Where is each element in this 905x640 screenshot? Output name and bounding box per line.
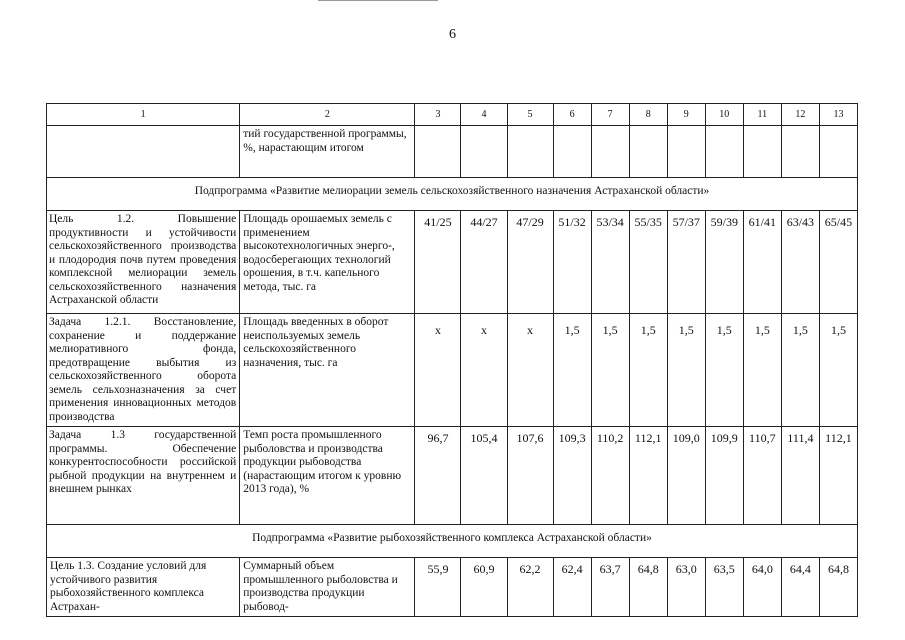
header-row xyxy=(47,104,858,126)
row-name-cell xyxy=(47,126,240,178)
column-number: 3 xyxy=(415,104,461,126)
value-cell: 65/45 xyxy=(819,211,857,314)
value-cell: 44/27 xyxy=(461,211,507,314)
value-cell: 60,9 xyxy=(461,558,507,617)
column-number: 13 xyxy=(819,104,857,126)
indicator-cell: Темп роста промышленного рыболовства и производства продукции рыбоводства (нарастающим итогом к уровню 2013 года), % xyxy=(240,427,415,525)
indicators-table xyxy=(46,103,858,617)
column-number: 7 xyxy=(591,104,629,126)
value-cell: 63,0 xyxy=(667,558,705,617)
column-number: 12 xyxy=(781,104,819,126)
value-cell: 59/39 xyxy=(705,211,743,314)
value-cell: 112,1 xyxy=(629,427,667,525)
value-cell: 41/25 xyxy=(415,211,461,314)
column-number: 8 xyxy=(629,104,667,126)
column-number: 9 xyxy=(667,104,705,126)
top-edge-mark xyxy=(318,0,438,4)
row-name-cell: Цель 1.2. Повышение продуктивности и устойчивости сельскохозяйственного производства и плодородия почв путем проведения комплексной мелиорации земель сельскохозяйственного назначения Астраханской области xyxy=(47,211,240,314)
value-cell: 112,1 xyxy=(819,427,857,525)
row-name-cell: Цель 1.3. Создание условий для устойчивого развития рыбохозяйственного комплекса Астрахан- xyxy=(47,558,240,617)
value-cell: 1,5 xyxy=(819,314,857,427)
value-cell: 64,4 xyxy=(781,558,819,617)
subprogram-title: Подпрограмма «Развитие мелиорации земель сельскохозяйственного назначения Астраханской области» xyxy=(47,178,858,211)
column-number: 1 xyxy=(47,104,240,126)
subprogram-row xyxy=(47,178,858,211)
value-cell: x xyxy=(507,314,553,427)
indicator-cell: Площадь введенных в оборот неиспользуемых земель сельскохозяйственного назначения, тыс. га xyxy=(240,314,415,427)
column-number: 5 xyxy=(507,104,553,126)
column-number: 10 xyxy=(705,104,743,126)
value-cell: 1,5 xyxy=(705,314,743,427)
value-cell: 1,5 xyxy=(591,314,629,427)
value-cell: 64,8 xyxy=(819,558,857,617)
value-cell: x xyxy=(415,314,461,427)
value-cell: 1,5 xyxy=(667,314,705,427)
value-cell: 1,5 xyxy=(781,314,819,427)
table-row xyxy=(47,558,858,617)
subprogram-row xyxy=(47,525,858,558)
indicator-cell: Площадь орошаемых земель с применением высокотехнологичных энерго-, водосберегающих технологий орошения, в т.ч. капельного метода, тыс. га xyxy=(240,211,415,314)
value-cell: 55/35 xyxy=(629,211,667,314)
value-cell: x xyxy=(461,314,507,427)
table-row xyxy=(47,427,858,525)
value-cell: 62,4 xyxy=(553,558,591,617)
row-name-cell: Задача 1.3 государственной программы. Обеспечение конкурентоспособности российской рыбной продукции на внутреннем и внешнем рынках xyxy=(47,427,240,525)
column-number: 11 xyxy=(743,104,781,126)
value-cell: 109,3 xyxy=(553,427,591,525)
value-cell: 47/29 xyxy=(507,211,553,314)
value-cell: 64,0 xyxy=(743,558,781,617)
table-row xyxy=(47,126,858,178)
value-cell: 63/43 xyxy=(781,211,819,314)
value-cell: 55,9 xyxy=(415,558,461,617)
column-number: 2 xyxy=(240,104,415,126)
value-cell: 105,4 xyxy=(461,427,507,525)
table-row xyxy=(47,314,858,427)
row-name-cell: Задача 1.2.1. Восстановление, сохранение и поддержание мелиоративного фонда, предотвращение выбытия из сельскохозяйственного оборота земель сельхозназначения за счет применения инновационных методов производства xyxy=(47,314,240,427)
value-cell: 109,9 xyxy=(705,427,743,525)
value-cell: 51/32 xyxy=(553,211,591,314)
indicator-cell: тий государственной программы, %, нарастающим итогом xyxy=(240,126,415,178)
column-number: 4 xyxy=(461,104,507,126)
value-cell: 64,8 xyxy=(629,558,667,617)
value-cell: 57/37 xyxy=(667,211,705,314)
value-cell: 96,7 xyxy=(415,427,461,525)
value-cell: 1,5 xyxy=(629,314,667,427)
subprogram-title: Подпрограмма «Развитие рыбохозяйственного комплекса Астраханской области» xyxy=(47,525,858,558)
column-number: 6 xyxy=(553,104,591,126)
value-cell: 111,4 xyxy=(781,427,819,525)
value-cell: 62,2 xyxy=(507,558,553,617)
table-row xyxy=(47,211,858,314)
value-cell: 109,0 xyxy=(667,427,705,525)
value-cell: 110,2 xyxy=(591,427,629,525)
value-cell: 63,7 xyxy=(591,558,629,617)
value-cell: 107,6 xyxy=(507,427,553,525)
value-cell: 1,5 xyxy=(553,314,591,427)
value-cell: 61/41 xyxy=(743,211,781,314)
value-cell: 53/34 xyxy=(591,211,629,314)
indicator-cell: Суммарный объем промышленного рыболовства и производства продукции рыбовод- xyxy=(240,558,415,617)
value-cell: 63,5 xyxy=(705,558,743,617)
value-cell: 110,7 xyxy=(743,427,781,525)
value-cell: 1,5 xyxy=(743,314,781,427)
page-number: 6 xyxy=(449,27,456,42)
